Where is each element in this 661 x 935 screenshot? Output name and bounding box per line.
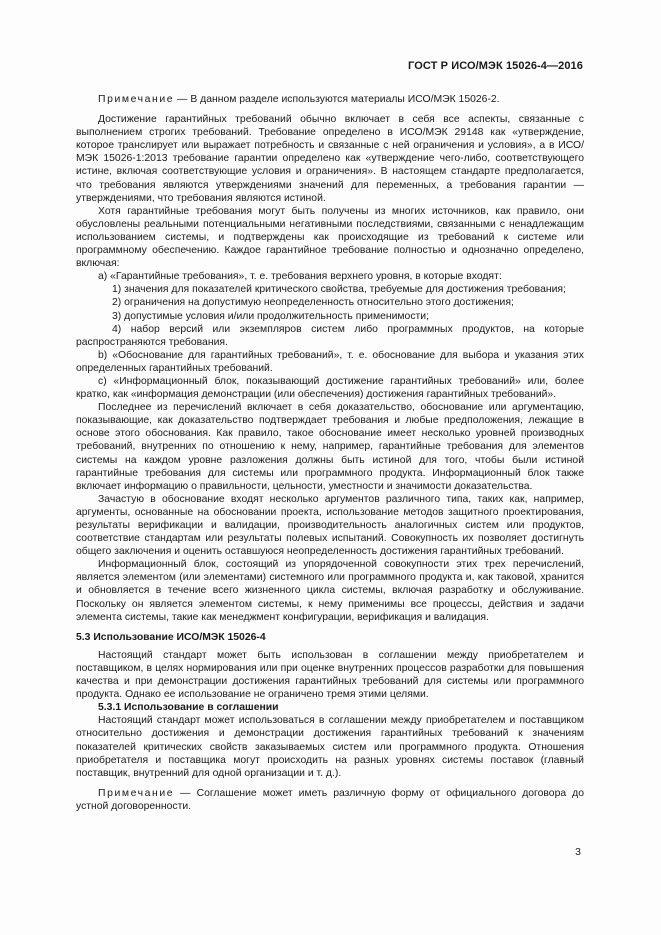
section-heading-5-3: 5.3 Использование ИСО/МЭК 15026-4 [76,631,266,643]
note-label: Примечание [98,94,175,105]
paragraph-information-block: Информационный блок, состоящий из упорядоченной совокупности этих трех перечислений, является элементом (или элементами) системного или программного продукта и, как таковой, хранится и обновляется в течение всего жизненного цикла системы, включая разработку и обслуживание. Поскольку он является элементом системы, к нему применимы все процессы, действия и задачи элемента системы, такие как менеджмент конфигурации, верификация и валидация. [76,559,584,623]
paragraph-usage: Настоящий стандарт может быть использован в соглашении между приобретателем и поставщиком, в целях нормирования или при оценке внутренних процессов разработки для повышения качества и при демонстрации достижения гарантийных требований для системы или программного продукта. Однако ее использование не ограничено тремя этими целями. [76,649,584,701]
page-number: 3 [575,846,581,858]
paragraph-requirements-definition: Достижение гарантийных требований обычно включает в себя все аспекты, связанные с выполнением строгих требований. Требование определено в ИСО/МЭК 29148 как «утверждение, которое транслирует или выражает потребность и связанные с ней ограничения и условия», а в ИСО/МЭК 15026-1:2013 требование гарантии определено как «утверждение чего-либо, соответствующего истине, включая соответствующие условия и ограничения». В настоящем стандарте предполагается, что требования являются утверждениями значений для переменных, а требования гарантии — утверждениями, что требования являются истиной. [76,114,584,204]
section-heading-5-3-1: 5.3.1 Использование в соглашении [98,702,279,714]
note-text: — В данном разделе используются материалы ИСО/МЭК 15026-2. [174,94,500,105]
list-item-c: c) «Информационный блок, показывающий достижение гарантийных требований» или, более кратко, как «информация демонстрации (или обеспечения) достижения гарантийных требований». [76,375,584,401]
note-bottom [76,787,584,813]
list-subitem-2: 2) ограничения на допустимую неопределенность относительно этого достижения; [112,297,514,309]
paragraph-agreement: Настоящий стандарт может использоваться в соглашении между приобретателем и поставщиком относительно достижения и демонстрации достижения гарантийных требований к значениям показателей критических свойств заказываемых систем или программного продукта. Отношения приобретателя и поставщика могут происходить на разных уровнях системы поставок (главный поставщик, внутренний для одной организации и т. д.). [76,715,584,779]
paragraph-arguments: Зачастую в обоснование входят несколько аргументов различного типа, таких как, например, аргументы, основанные на обосновании проекта, использование методов защитного проектирования, результаты верификации и валидации, производительность аналогичных систем или продуктов, соответствие стандартам или результаты полевых испытаний. Совокупность их позволяет достигнуть общего заключения и оценить оставшуюся неопределенность достижения гарантийных требований. [76,493,584,558]
list-item-b: b) «Обоснование для гарантийных требований», т. е. обоснование для выбора и указания этих определенных гарантийных требований. [76,349,584,374]
list-subitem-3: 3) допустимые условия и/или продолжительность применимости; [112,310,429,322]
page-content [76,93,584,820]
note-label-2: Примечание [98,787,175,799]
standard-header: ГОСТ Р ИСО/МЭК 15026-4—2016 [408,60,583,72]
list-subitem-4-text: 4) набор версий или экземпляров систем либо программных продуктов, на которые распространяются требования. [76,323,584,348]
note-top [76,93,584,106]
list-item-a: a) «Гарантийные требования», т. е. требования верхнего уровня, в которые входят: [98,271,502,283]
paragraph-evidence: Последнее из перечислений включает в себя доказательство, обоснование или аргументацию, показывающие, как доказательство подтверждает требования и любые предположения, лежащие в основе этого обоснования. Как правило, такое обоснование имеет несколько уровней производных требований, внутренних по отношению к нему, например, гарантийные требования для элементов системы на каждом уровне разложения должны быть истиной для того, чтобы были истиной гарантийные требования для системы или программного продукта. Информационный блок также включает информацию о правильности, цельности, уместности и значимости доказательства. [76,402,584,492]
list-subitem-4 [76,323,584,349]
paragraph-sources: Хотя гарантийные требования могут быть получены из многих источников, как правило, они обусловлены реальными потенциальными негативными последствиями, связанными с ненадлежащим использованием системы, и подтверждены как происходящие из требований к системе или программному обеспечению. Каждое гарантийное требование полностью и однозначно определено, включая: [76,205,584,270]
note-text-2: — Соглашение может иметь различную форму от официального договора до устной договоренности. [76,787,584,812]
list-subitem-1: 1) значения для показателей критического свойства, требуемые для достижения требования; [112,284,566,296]
